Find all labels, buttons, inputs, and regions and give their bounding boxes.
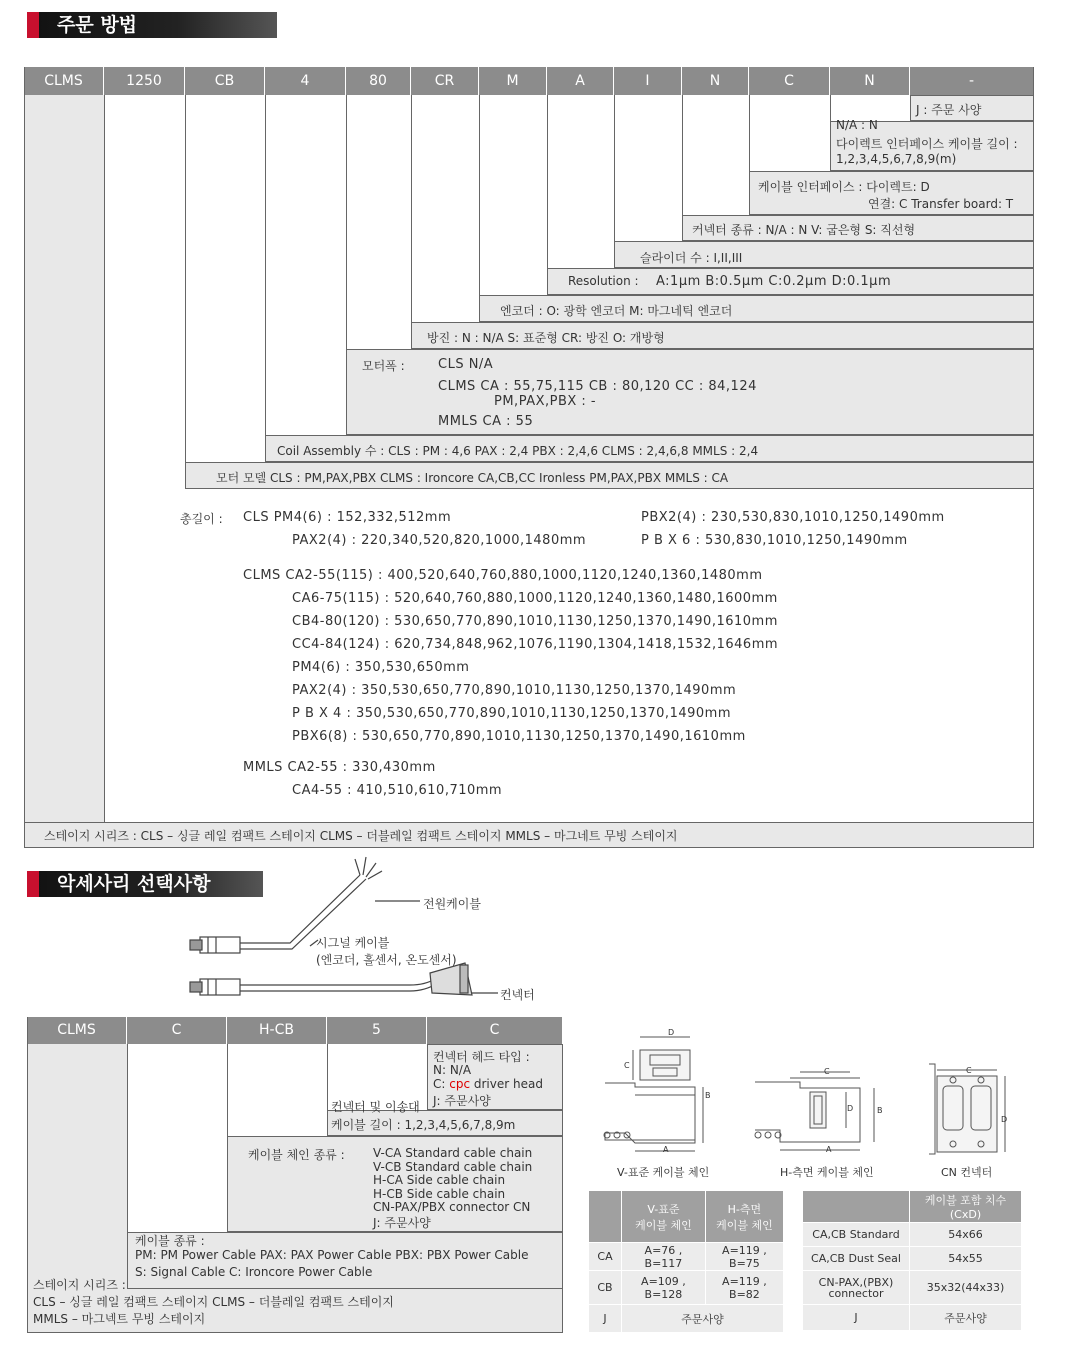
acc-chain-label: 케이블 체인 종류 : bbox=[248, 1148, 345, 1162]
order-method-title: 주문 방법 bbox=[27, 12, 277, 38]
acc-ctype-1: PM: PM Power Cable PAX: PAX Power Cable PBX: PBX Power Cable bbox=[135, 1248, 529, 1262]
row-j-text: J : 주문 사양 bbox=[916, 103, 982, 117]
t1-cell: CB bbox=[589, 1271, 622, 1305]
code-header-cell: 1250 bbox=[104, 67, 185, 95]
t1-cell: A=76 , B=117 bbox=[622, 1243, 706, 1271]
t2-cell: CN-PAX,(PBX) connector bbox=[803, 1271, 910, 1305]
code-header-cell: I bbox=[614, 67, 682, 95]
t2-cell: CA,CB Dust Seal bbox=[803, 1247, 910, 1271]
acc-ctype-2: S: Signal Cable C: Ironcore Power Cable bbox=[135, 1265, 373, 1279]
t2-cell: J bbox=[803, 1305, 910, 1331]
h-chain-caption: H-측면 케이블 체인 bbox=[780, 1166, 874, 1179]
row-model-text: 모터 모델 CLS : PM,PAX,PBX CLMS : Ironcore CA,CB,CC Ironless PM,PAX,PBX MMLS : CA bbox=[216, 471, 729, 485]
t2-cell: CA,CB Standard bbox=[803, 1223, 910, 1247]
acc-series-2: MMLS – 마그넥트 무빙 스테이지 bbox=[33, 1312, 206, 1326]
t2-cell: 주문사양 bbox=[910, 1305, 1022, 1331]
acc-chain-item: CN-PAX/PBX connector CN bbox=[373, 1200, 531, 1215]
row-a-label: Resolution : bbox=[568, 274, 639, 288]
len-line: CC4-84(124) : 620,734,848,962,1076,1190,1304,1418,1532,1646mm bbox=[292, 637, 779, 652]
len-line: CA4-55 : 410,510,610,710mm bbox=[292, 783, 503, 798]
cable-size-table bbox=[802, 1190, 1022, 1331]
row-n1-text: 커넥터 종류 : N/A : N V: 굽은형 S: 직선형 bbox=[692, 223, 916, 237]
t1-cell: 주문사양 bbox=[622, 1305, 784, 1333]
len-line: CA6-75(115) : 520,640,760,880,1000,1120,1240,1360,1480,1600mm bbox=[292, 591, 778, 606]
row-coil-text: Coil Assembly 수 : CLS : PM : 4,6 PAX : 2,4 PBX : 2,4,6 CLMS : 2,4,6,8 MMLS : 2,4 bbox=[277, 444, 759, 458]
connector-label: 컨넥터 bbox=[500, 988, 535, 1002]
acc-chain-item: H-CB Side cable chain bbox=[373, 1186, 506, 1201]
v-dim-a: A bbox=[663, 1145, 669, 1154]
row-width-2: CLMS CA : 55,75,115 CB : 80,120 CC : 84,124 bbox=[438, 379, 757, 394]
power-cable-label: 전원케이블 bbox=[423, 897, 481, 911]
t2-h: 케이블 포함 치수 (CxD) bbox=[910, 1191, 1022, 1223]
acc-header-cell: CLMS bbox=[27, 1017, 127, 1044]
cn-dim-c: C bbox=[966, 1066, 972, 1075]
row-width-3: PM,PAX,PBX : - bbox=[494, 394, 597, 409]
acc-chain-item: J: 주문사양 bbox=[373, 1216, 431, 1230]
acc-header-cell: H-CB bbox=[227, 1017, 327, 1044]
code-header-cell: CLMS bbox=[24, 67, 104, 95]
code-header-cell: 4 bbox=[265, 67, 346, 95]
acc-head-3: C: cpc driver head bbox=[433, 1077, 543, 1091]
v-dim-c: C bbox=[624, 1061, 630, 1070]
acc-chain-item: V-CA Standard cable chain bbox=[373, 1146, 533, 1160]
row-m-text: 엔코더 : O: 광학 엔코더 M: 마그네틱 엔코더 bbox=[500, 304, 733, 318]
acc-head-1: 컨넥터 헤드 타입 : bbox=[433, 1050, 530, 1064]
series-text: 스테이지 시리즈 : CLS – 싱글 레일 컴팩트 스테이지 CLMS – 더블레일 컴팩트 스테이지 MMLS – 마그네트 무빙 스테이지 bbox=[44, 829, 678, 843]
chain-dimension-table bbox=[588, 1190, 784, 1333]
len-line: MMLS CA2-55 : 330,430mm bbox=[243, 760, 436, 775]
code-header-cell: N bbox=[830, 67, 910, 95]
acc-series-label: 스테이지 시리즈 : bbox=[33, 1278, 126, 1292]
h-dim-d: D bbox=[847, 1104, 854, 1113]
code-header-cell: - bbox=[910, 67, 1034, 95]
row-width-label: 모터폭 : bbox=[362, 359, 405, 373]
t1-h1: V-표준 케이블 체인 bbox=[622, 1191, 706, 1243]
h-dim-a: A bbox=[826, 1145, 832, 1154]
row-width-1: CLS N/A bbox=[438, 357, 494, 372]
row-i-text: 슬라이더 수 : I,II,III bbox=[640, 251, 743, 265]
v-chain-caption: V-표준 케이블 체인 bbox=[617, 1166, 710, 1179]
row-c-text2: 연결: C Transfer board: T bbox=[868, 197, 1014, 211]
v-chain-drawing bbox=[595, 1025, 720, 1160]
t1-h2: H-측면 케이블 체인 bbox=[705, 1191, 783, 1243]
cn-caption: CN 컨넥터 bbox=[941, 1166, 993, 1179]
accessory-title: 악세사리 선택사항 bbox=[27, 871, 263, 897]
code-header-cell: M bbox=[479, 67, 547, 95]
t1-cell: CA bbox=[589, 1243, 622, 1271]
t1-cell: A=119 , B=82 bbox=[705, 1271, 783, 1305]
acc-head-4: J: 주문사양 bbox=[433, 1094, 491, 1108]
cn-connector-drawing bbox=[925, 1060, 1015, 1160]
len-line: P B X 4 : 350,530,650,770,890,1010,1130,1250,1370,1490mm bbox=[292, 706, 731, 721]
code-header-cell: A bbox=[547, 67, 614, 95]
row-n2-text2: 다이렉트 인터페이스 케이블 길이 : bbox=[836, 137, 1018, 151]
row-width-4: MMLS CA : 55 bbox=[438, 414, 534, 429]
code-header-cell: 80 bbox=[346, 67, 411, 95]
signal-cable-label: 시그널 케이블 bbox=[316, 936, 390, 950]
len-line: PAX2(4) : 220,340,520,820,1000,1480mm bbox=[292, 533, 587, 548]
cn-dim-d: D bbox=[1001, 1115, 1008, 1124]
acc-ctype-label: 케이블 종류 : bbox=[135, 1234, 205, 1248]
len-line: CLMS CA2-55(115) : 400,520,640,760,880,1000,1120,1240,1360,1480mm bbox=[243, 568, 763, 583]
acc-chain-item: H-CA Side cable chain bbox=[373, 1173, 506, 1188]
row-c-text1: 케이블 인터페이스 : 다이렉트: D bbox=[758, 180, 930, 194]
row-cr-text: 방진 : N : N/A S: 표준형 CR: 방진 O: 개방형 bbox=[427, 331, 665, 345]
v-dim-b: B bbox=[705, 1091, 711, 1100]
acc-header-cell: C bbox=[127, 1017, 227, 1044]
acc-head-2: N: N/A bbox=[433, 1063, 472, 1077]
t2-cell: 35x32(44x33) bbox=[910, 1271, 1022, 1305]
t1-cell: A=109 , B=128 bbox=[622, 1271, 706, 1305]
t2-cell: 54x55 bbox=[910, 1247, 1022, 1271]
v-dim-d: D bbox=[668, 1028, 675, 1037]
row-a-values: A:1μm B:0.5μm C:0.2μm D:0.1μm bbox=[656, 274, 892, 289]
len-line: CB4-80(120) : 530,650,770,890,1010,1130,1250,1370,1490,1610mm bbox=[292, 614, 778, 629]
len-line: P B X 6 : 530,830,1010,1250,1490mm bbox=[641, 533, 908, 548]
len-line: CLS PM4(6) : 152,332,512mm bbox=[243, 510, 452, 525]
acc-chain-item: V-CB Standard cable chain bbox=[373, 1159, 533, 1174]
h-dim-b: B bbox=[877, 1106, 883, 1115]
code-header-cell: C bbox=[749, 67, 830, 95]
len-line: PAX2(4) : 350,530,650,770,890,1010,1130,1250,1370,1490mm bbox=[292, 683, 737, 698]
acc-header-cell: C bbox=[427, 1017, 563, 1044]
len-line: PBX6(8) : 530,650,770,890,1010,1130,1250,1370,1490,1610mm bbox=[292, 729, 746, 744]
total-length-label: 총길이 : bbox=[180, 512, 223, 526]
row-n2-text1: N/A : N bbox=[836, 118, 878, 132]
acc-series-1: CLS – 싱글 레일 컴팩트 스테이지 CLMS – 더블레일 컴팩트 스테이지 bbox=[33, 1295, 394, 1309]
acc-len-1: 컨넥터 및 이송대 bbox=[331, 1100, 420, 1114]
row-n2-text3: 1,2,3,4,5,6,7,8,9(m) bbox=[836, 152, 957, 166]
signal-cable-sub: (엔코더, 홀센서, 온도센서) bbox=[316, 953, 457, 967]
acc-header-cell: 5 bbox=[327, 1017, 427, 1044]
acc-len-2: 케이블 길이 : 1,2,3,4,5,6,7,8,9m bbox=[331, 1118, 516, 1132]
len-line: PM4(6) : 350,530,650mm bbox=[292, 660, 470, 675]
t2-cell: 54x66 bbox=[910, 1223, 1022, 1247]
h-dim-c: C bbox=[824, 1067, 830, 1076]
code-header-cell: CR bbox=[411, 67, 479, 95]
code-header-cell: CB bbox=[185, 67, 265, 95]
t1-cell: J bbox=[589, 1305, 622, 1333]
t1-cell: A=119 , B=75 bbox=[705, 1243, 783, 1271]
code-header-cell: N bbox=[682, 67, 749, 95]
h-chain-drawing bbox=[750, 1060, 890, 1160]
len-line: PBX2(4) : 230,530,830,1010,1250,1490mm bbox=[641, 510, 945, 525]
